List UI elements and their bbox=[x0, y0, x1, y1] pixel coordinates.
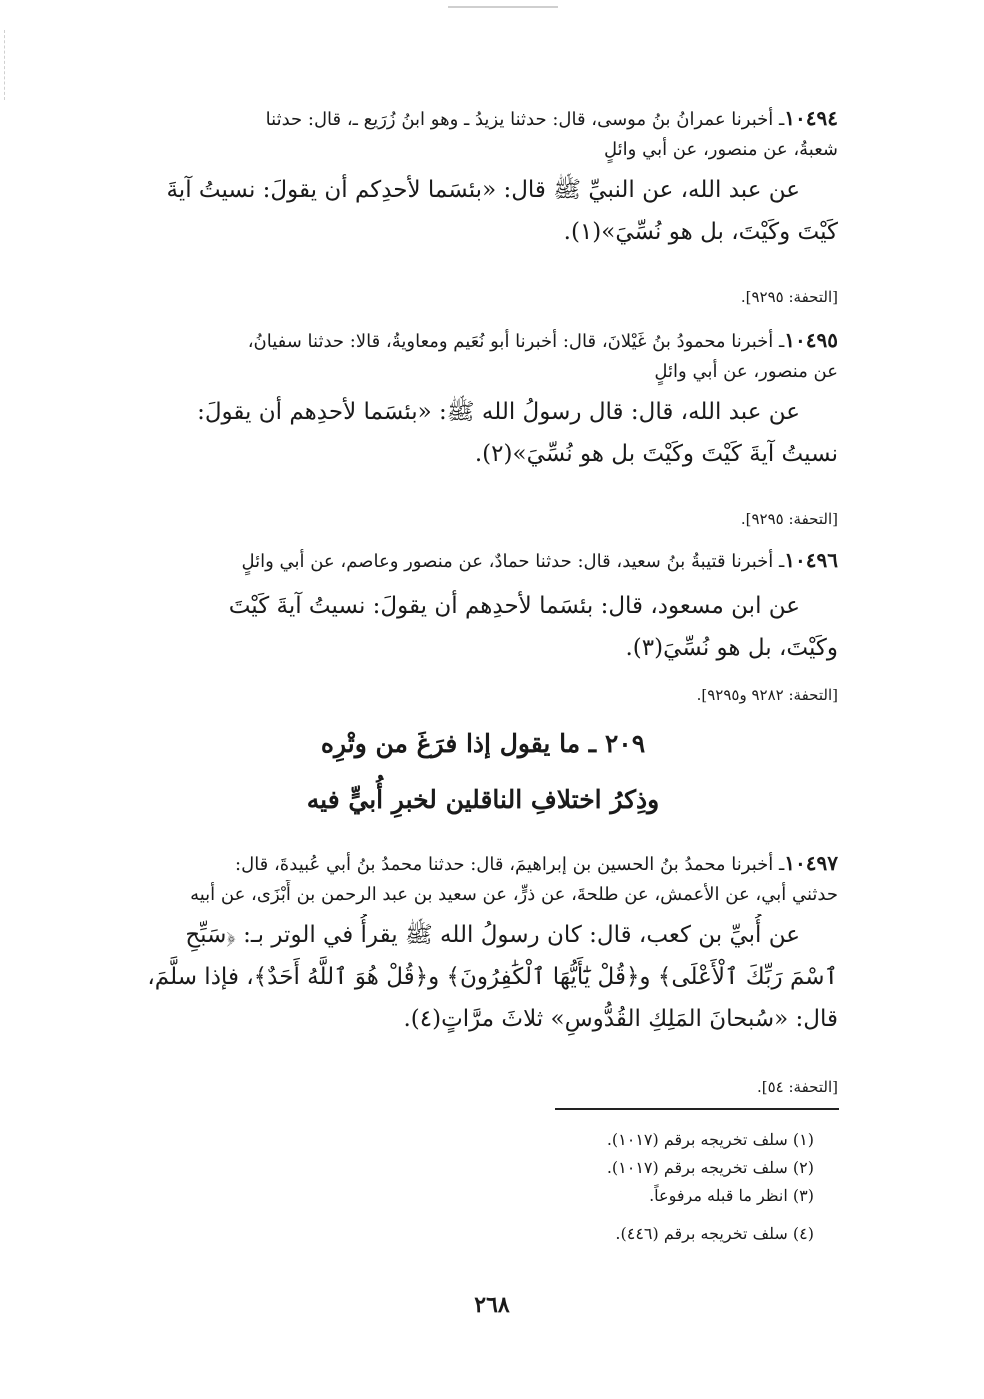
isnad-line: ١٠٤٩٤ـ أخبرنا عمرانُ بنُ موسى، قال: حدثنا يزيدُ ـ وهو ابنُ زُرَيع ـ، قال: حدثنا bbox=[265, 106, 838, 130]
footnote: (٣) انظر ما قبله مرفوعاً. bbox=[649, 1186, 814, 1205]
isnad-line: عن منصور، عن أبي وائلٍ bbox=[654, 361, 838, 382]
hadith-number: ١٠٤٩٥ bbox=[784, 328, 838, 352]
isnad-line: ١٠٤٩٦ـ أخبرنا قتيبةُ بنُ سعيد، قال: حدثنا حمادٌ، عن منصور وعاصم، عن أبي وائلٍ bbox=[241, 548, 838, 572]
chapter-title-line: ٢٠٩ ـ ما يقول إذا فرَغَ من وتْرِه bbox=[320, 729, 646, 758]
isnad-line: حدثني أبي، عن الأعمش، عن طلحةَ، عن ذرٍّ، عن سعيد بن عبد الرحمن بن أَبْزَى، عن أبيه bbox=[190, 884, 838, 905]
tuhfa-reference: [التحفة: ٩٢٩٥]. bbox=[740, 510, 838, 528]
hadith-10497 bbox=[128, 848, 838, 1040]
matn-line: عن أُبيِّ بن كعب، قال: كان رسولُ الله ﷺ يقرأُ في الوتر بـ: ﴿سَبِّحِ bbox=[185, 922, 800, 948]
matn-line: كَيْتَ وكَيْتَ، بل هو نُسِّيَ»(١). bbox=[563, 219, 838, 245]
isnad-line: ١٠٤٩٧ـ أخبرنا محمدُ بنُ الحسين بن إبراهيمَ، قال: حدثنا محمدُ بنُ أبي عُبيدةَ، قال: bbox=[235, 851, 838, 875]
isnad-line: ١٠٤٩٥ـ أخبرنا محمودُ بنُ غَيْلانَ، قال: أخبرنا أبو نُعَيم ومعاويةُ، قالا: حدثنا سفيانُ، bbox=[247, 328, 838, 352]
margin-mark bbox=[4, 30, 7, 100]
matn-line: عن عبد الله، عن النبيِّ ﷺ قال: «بئسَما لأحدِكم أن يقولَ: نسيتُ آيةَ bbox=[166, 177, 800, 203]
footnote-rule bbox=[555, 1108, 839, 1110]
hadith-number: ١٠٤٩٤ bbox=[784, 106, 838, 130]
matn-line: قال: «سُبحانَ المَلِكِ القُدُّوسِ» ثلاثَ مرَّاتٍ(٤). bbox=[403, 1006, 838, 1032]
hadith-10496 bbox=[128, 545, 838, 669]
chapter-heading bbox=[128, 716, 838, 828]
matn-line: وكَيْتَ، بل هو نُسِّيَ(٣). bbox=[625, 635, 838, 661]
hadith-number: ١٠٤٩٧ bbox=[784, 851, 838, 875]
hadith-10495 bbox=[128, 325, 838, 475]
tuhfa-reference: [التحفة: ٩٢٨٢ و٩٢٩٥]. bbox=[696, 686, 838, 704]
matn-line: نسيتُ آيةَ كَيْتَ وكَيْتَ بل هو نُسِّيَ»(٢). bbox=[474, 441, 838, 467]
top-rule bbox=[448, 0, 558, 8]
isnad-line: شعبةُ، عن منصور، عن أبي وائلٍ bbox=[604, 139, 838, 160]
hadith-number: ١٠٤٩٦ bbox=[784, 548, 838, 572]
page-number: ٢٦٨ bbox=[474, 1292, 510, 1318]
hadith-10494 bbox=[128, 103, 838, 253]
matn-line: عن عبد الله، قال: قال رسولُ الله ﷺ: «بئسَما لأحدِهم أن يقولَ: bbox=[197, 399, 800, 425]
footnote: (١) سلف تخريجه برقم (١٠١٧). bbox=[606, 1130, 814, 1149]
matn-line: ٱسْمَ رَبِّكَ ٱلْأَعْلَى﴾ و﴿قُلْ يَٰٓأَيُّهَا ٱلْكَٰفِرُونَ﴾ و﴿قُلْ هُوَ ٱللَّهُ أَحَدٌ﴾، فإذا سلَّمَ، bbox=[147, 964, 838, 990]
matn-line: عن ابن مسعود، قال: بئسَما لأحدِهم أن يقولَ: نسيتُ آيةَ كَيْتَ bbox=[228, 593, 800, 619]
tuhfa-reference: [التحفة: ٥٤]. bbox=[756, 1078, 838, 1096]
tuhfa-reference: [التحفة: ٩٢٩٥]. bbox=[740, 288, 838, 306]
footnote: (٤) سلف تخريجه برقم (٤٤٦). bbox=[615, 1224, 814, 1243]
chapter-title-line: وذِكرُ اختلافِ الناقلين لخبرِ أُبيٍّ فيه bbox=[306, 785, 660, 814]
footnote: (٢) سلف تخريجه برقم (١٠١٧). bbox=[606, 1158, 814, 1177]
